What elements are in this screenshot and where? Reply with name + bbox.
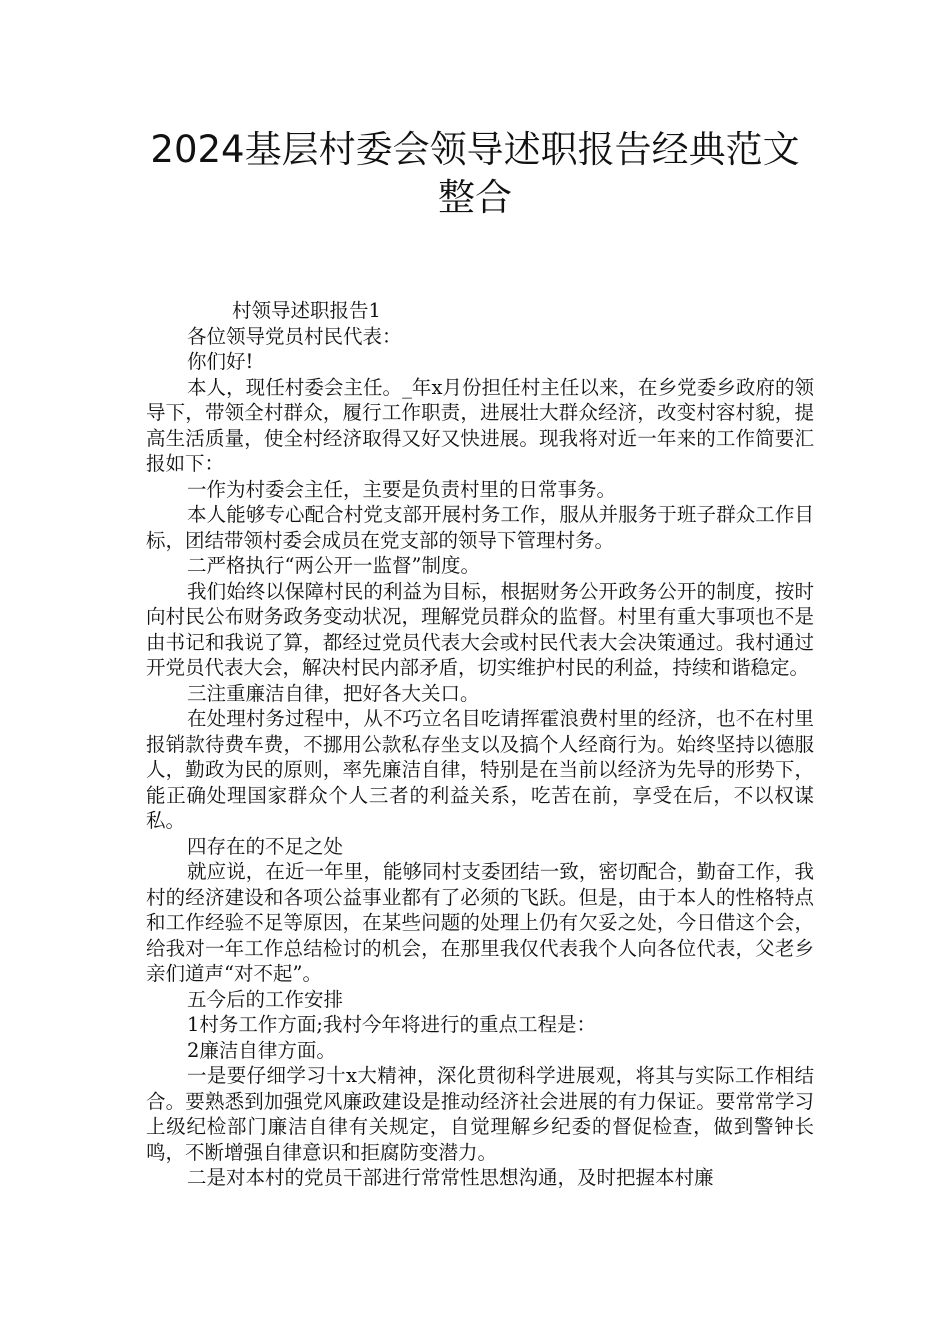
paragraph-section-1: 本人能够专心配合村党支部开展村务工作，服从并服务于班子群众工作目标，团结带领村委会成员在党支部的领导下管理村务。 [146,503,814,552]
subsection-2: 2廉洁自律方面。 [187,1038,336,1062]
section-4-heading: 四存在的不足之处 [187,834,344,858]
section-1-heading: 一作为村委会主任，主要是负责村里的日常事务。 [187,477,617,501]
paragraph-section-2: 我们始终以保障村民的利益为目标，根据财务公开政务公开的制度，按时向村民公布财务政务变动状况，理解党员群众的监督。村里有重大事项也不是由书记和我说了算，都经过党员代表大会或村民代表大会决策通过。我村通过开党员代表大会，解决村民内部矛盾，切实维护村民的利益，持续和谐稳定。 [146,579,814,679]
paragraph-section-3: 在处理村务过程中，从不巧立名目吃请挥霍浪费村里的经济，也不在村里报销款待费车费，不挪用公款私存坐支以及搞个人经商行为。始终坚持以德服人，勤政为民的原则，率先廉洁自律，特别是在当前以经济为先导的形势下，能正确处理国家群众个人三者的利益关系，吃苦在前，享受在后，不以权谋私。 [146,707,814,832]
paragraph-point-2: 二是对本村的党员干部进行常常性思想沟通，及时把握本村廉 [187,1166,714,1189]
section-5-heading: 五今后的工作安排 [187,987,344,1011]
paragraph-point-1: 一是要仔细学习十x大精神，深化贯彻科学进展观，将其与实际工作相结合。要熟悉到加强党风廉政建设是推动经济社会进展的有力保证。要常常学习上级纪检部门廉洁自律有关规定，自觉理解乡纪委的督促检查，做到警钟长鸣，不断增强自律意识和拒腐防变潜力。 [146,1064,814,1164]
subsection-1: 1村务工作方面;我村今年将进行的重点工程是： [187,1013,596,1036]
section-2-heading: 二严格执行“两公开一监督”制度。 [187,554,480,577]
title-line-2: 整合 [438,176,512,219]
salutation: 各位领导党员村民代表： [187,324,402,348]
report-heading: 村领导述职报告1 [232,299,381,322]
paragraph-intro: 本人，现任村委会主任。_年x月份担任村主任以来，在乡党委乡政府的领导下，带领全村群众，履行工作职责，进展壮大群众经济，改变村容村貌，提高生活质量，使全村经济取得又好又快进展。现我将对近一年来的工作简要汇报如下： [146,375,814,475]
title-line-1: 2024基层村委会领导述职报告经典范文 [150,128,800,171]
paragraph-section-4: 就应说，在近一年里，能够同村支委团结一致，密切配合，勤奋工作，我村的经济建设和各项公益事业都有了必须的飞跃。但是，由于本人的性格特点和工作经验不足等原因，在某些问题的处理上仍有欠妥之处，今日借这个会，给我对一年工作总结检讨的机会，在那里我仅代表我个人向各位代表，父老乡亲们道声“对不起”。 [146,860,814,985]
document-body [146,298,814,1191]
document-title [130,126,820,222]
greeting: 你们好! [187,350,254,373]
section-3-heading: 三注重廉洁自律，把好各大关口。 [187,681,480,705]
